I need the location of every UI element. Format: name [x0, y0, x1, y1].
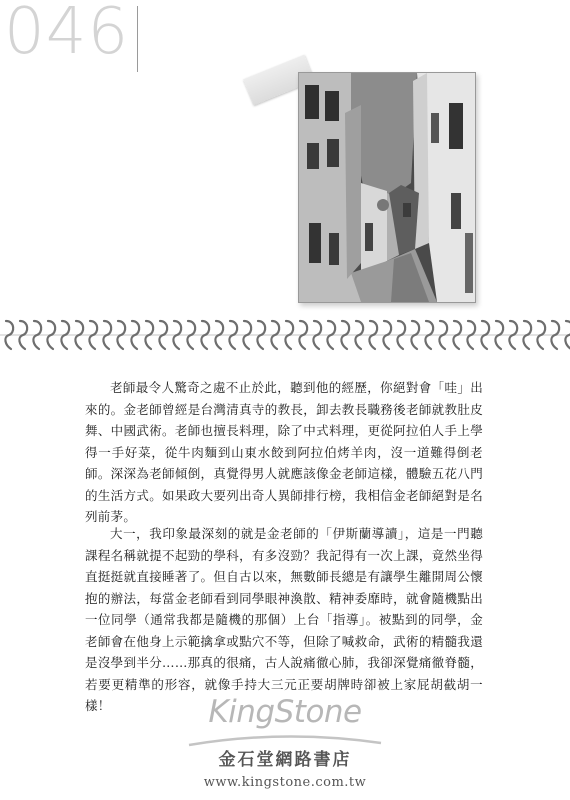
paragraph-2: 大一，我印象最深刻的就是金老師的「伊斯蘭導讀」，這是一門聽課程名稱就提不起勁的學科，有多沒勁？我記得有一次上課，竟然坐得直挺挺就直接睡著了。但自古以來，無數師長總是有讓學生離開周公懷抱的辦法，每當金老師看到同學眼神渙散、精神委靡時，就會隨機點出一位同學（通常我都是隨機的那個）上台「指導」。被點到的同學，金老師會在他身上示範擒拿或點穴不等，但除了喊救命，武術的精髓我還是沒學到半分……那真的很痛，古人說痛徹心肺，我卻深覺痛徹脊髓，若要更精準的形容，就像手持大三元正要胡牌時卻被上家屁胡截胡一樣！ [85, 526, 483, 713]
alley-photo [298, 72, 476, 303]
paragraph-1: 老師最令人驚奇之處不止於此，聽到他的經歷，你絕對會「哇」出來的。金老師曾經是台灣清真寺的教長，卸去教長職務後老師就教肚皮舞、中國武術。老師也擅長料理，除了中式料理，更從阿拉伯人手上學得一手好菜，從牛肉麵到山東水餃到阿拉伯烤羊肉，沒一道難得倒老師。深深為老師傾倒，真覺得男人就應該像金老師這樣，體驗五花八門的生活方式。如果政大要列出奇人異師排行榜，我相信金老師絕對是名列前茅。 [85, 380, 483, 524]
spiral-binding [0, 315, 570, 355]
kingstone-logo: KingStone [208, 694, 362, 730]
store-url: www.kingstone.com.tw [203, 775, 367, 790]
page-number-divider [137, 6, 138, 72]
store-name: 金石堂網路書店 [218, 750, 352, 770]
page-number: 046 [4, 0, 130, 69]
logo-swoosh [185, 733, 385, 749]
